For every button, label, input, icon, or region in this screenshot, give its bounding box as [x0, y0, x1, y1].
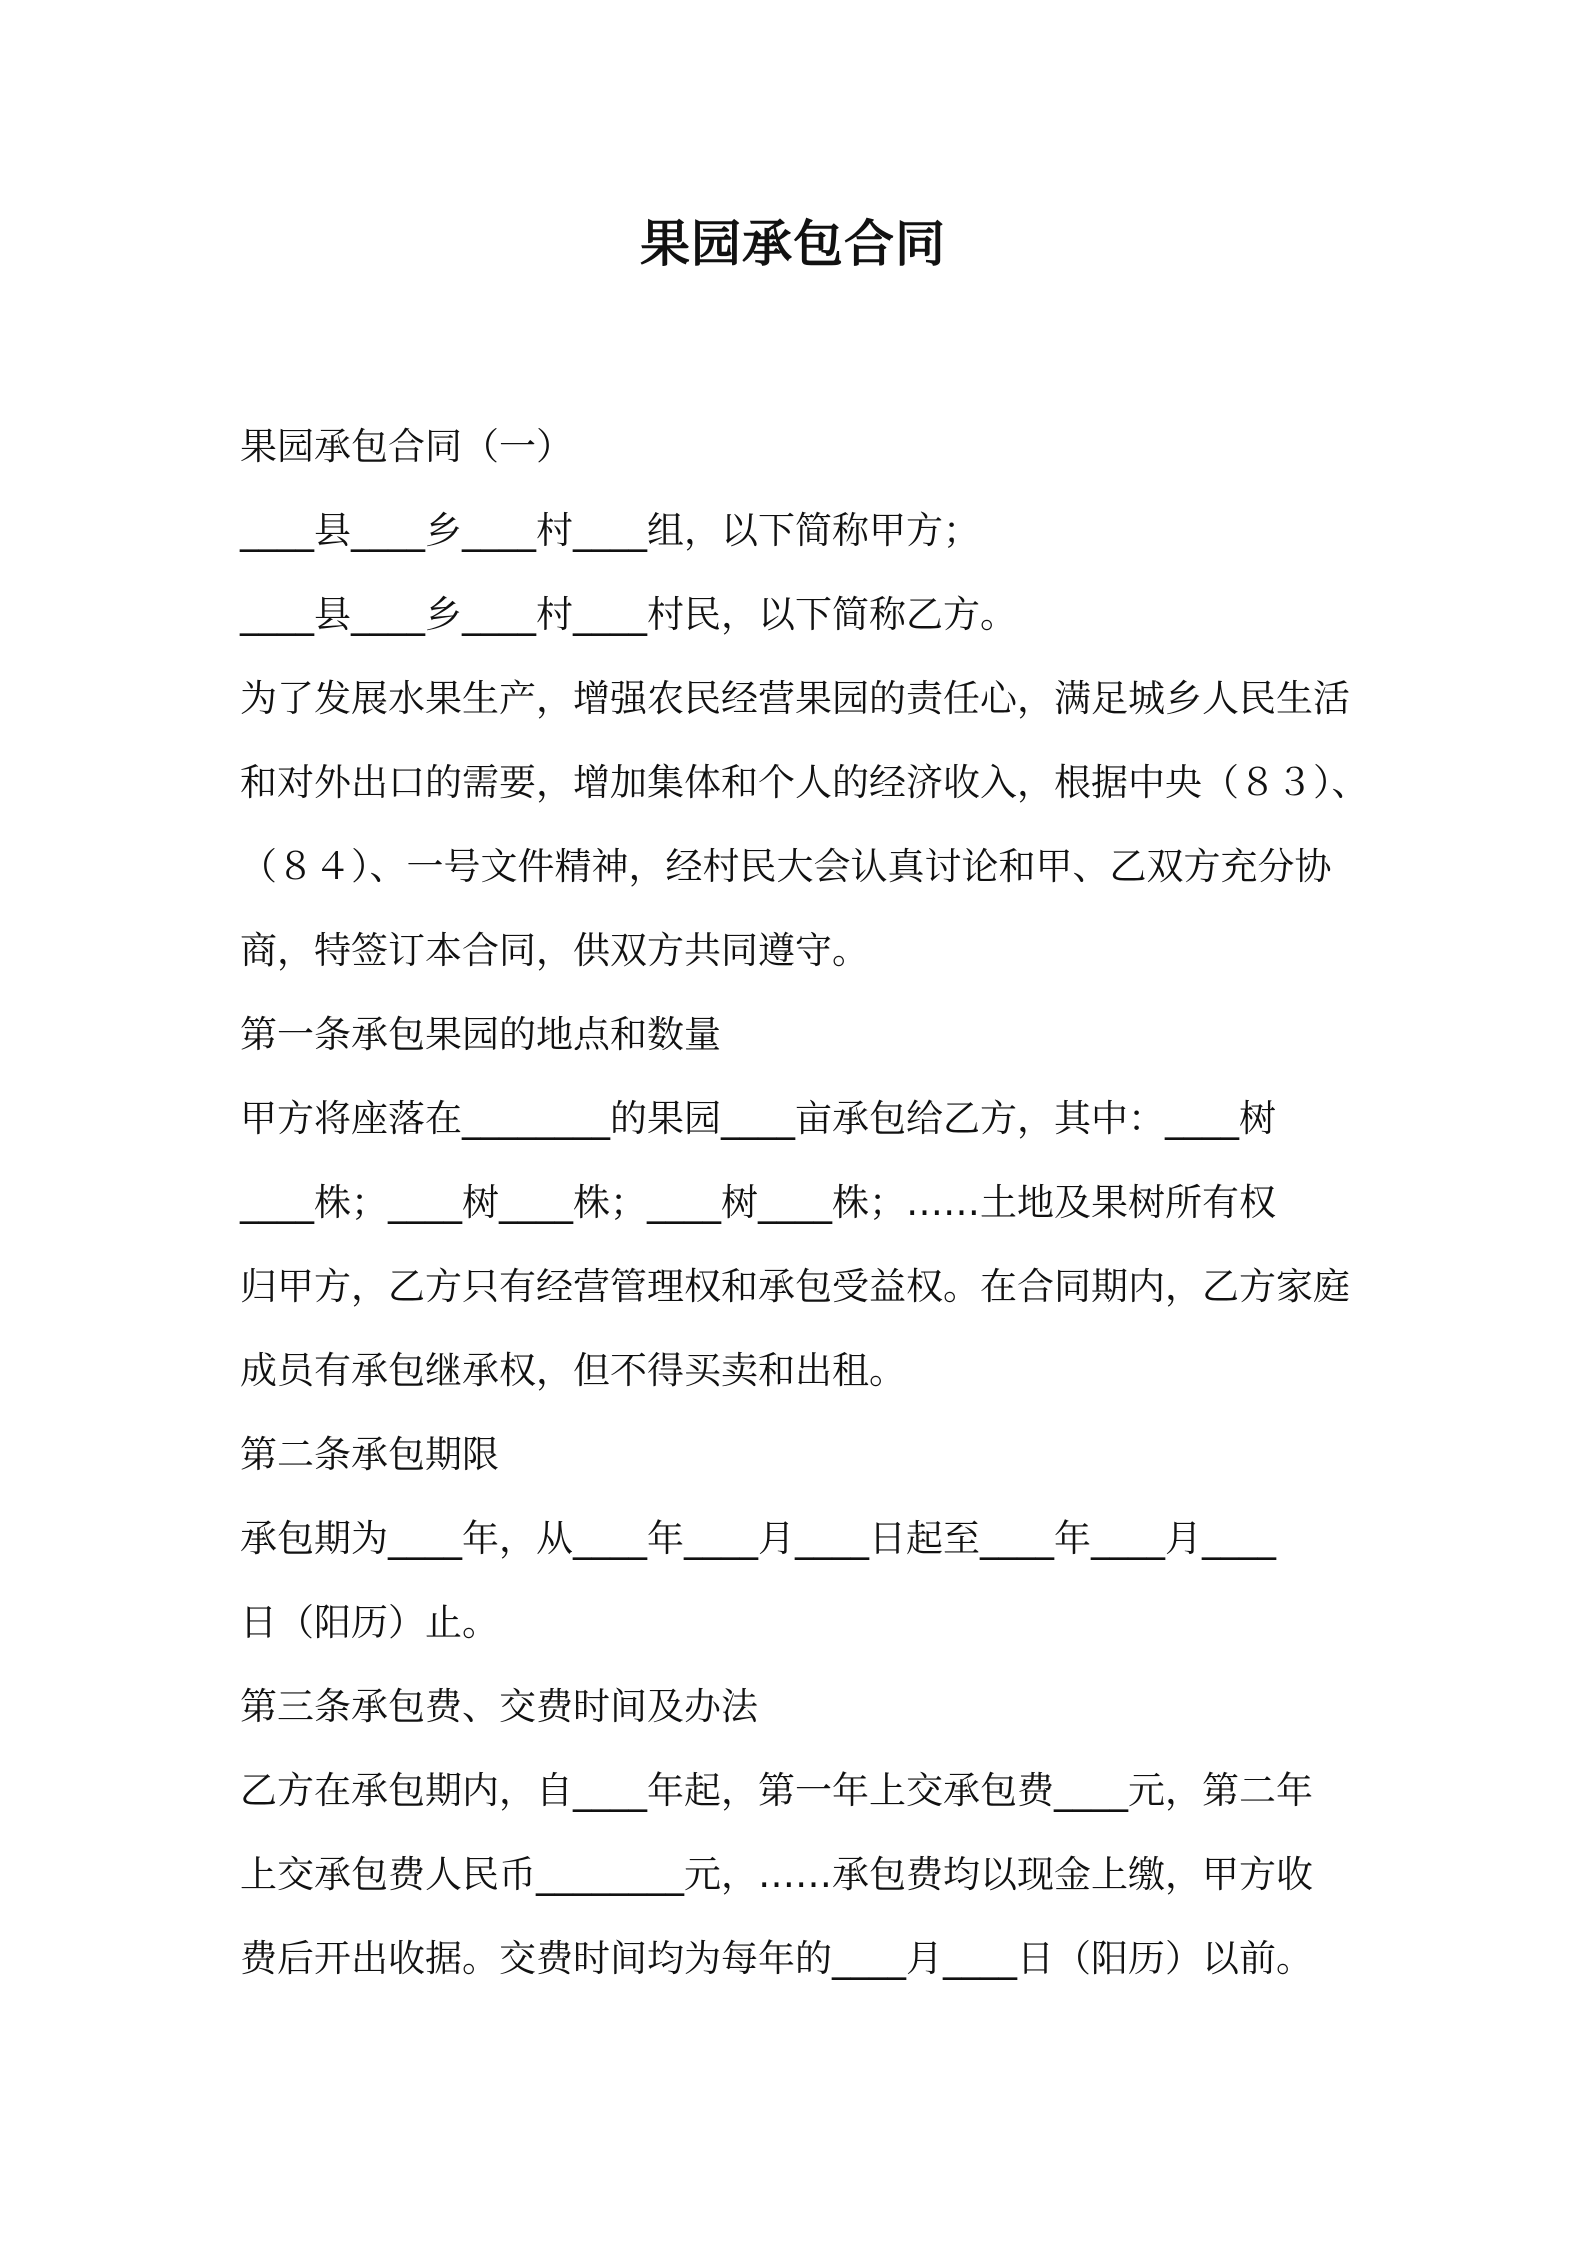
- paragraph-line: 上交承包费人民币________元，……承包费均以现金上缴，甲方收: [240, 1853, 1313, 1896]
- paragraph-line: 费后开出收据。交费时间均为每年的____月____日（阳历）以前。: [240, 1937, 1313, 1980]
- paragraph-line: 承包期为____年，从____年____月____日起至____年____月____: [240, 1517, 1276, 1560]
- paragraph-line: 成员有承包继承权，但不得买卖和出租。: [240, 1349, 906, 1392]
- paragraph-line: 商，特签订本合同，供双方共同遵守。: [240, 929, 869, 972]
- document-title: 果园承包合同: [640, 215, 946, 273]
- document-body: [240, 405, 1369, 2001]
- party-b-line: ____县____乡____村____村民，以下简称乙方。: [240, 593, 1017, 636]
- paragraph-line: 甲方将座落在________的果园____亩承包给乙方，其中：____树: [240, 1097, 1276, 1140]
- paragraph-line: 归甲方，乙方只有经营管理权和承包受益权。在合同期内，乙方家庭: [240, 1265, 1350, 1308]
- paragraph-line: 为了发展水果生产，增强农民经营果园的责任心，满足城乡人民生活: [240, 677, 1350, 720]
- article-heading: 第三条承包费、交费时间及办法: [240, 1685, 758, 1728]
- paragraph-line: （８４）、一号文件精神，经村民大会认真讨论和甲、乙双方充分协: [240, 845, 1332, 888]
- party-a-line: ____县____乡____村____组，以下简称甲方；: [240, 509, 980, 552]
- paragraph-line: ____株；____树____株；____树____株；……土地及果树所有权: [240, 1181, 1276, 1224]
- paragraph-line: 和对外出口的需要，增加集体和个人的经济收入，根据中央（８３）、: [240, 761, 1369, 804]
- article-heading: 第一条承包果园的地点和数量: [240, 1013, 721, 1056]
- paragraph-line: 日（阳历）止。: [240, 1601, 499, 1644]
- paragraph-line: 乙方在承包期内，自____年起，第一年上交承包费____元，第二年: [240, 1769, 1313, 1812]
- section-heading: 果园承包合同（一）: [240, 425, 573, 468]
- article-heading: 第二条承包期限: [240, 1433, 499, 1476]
